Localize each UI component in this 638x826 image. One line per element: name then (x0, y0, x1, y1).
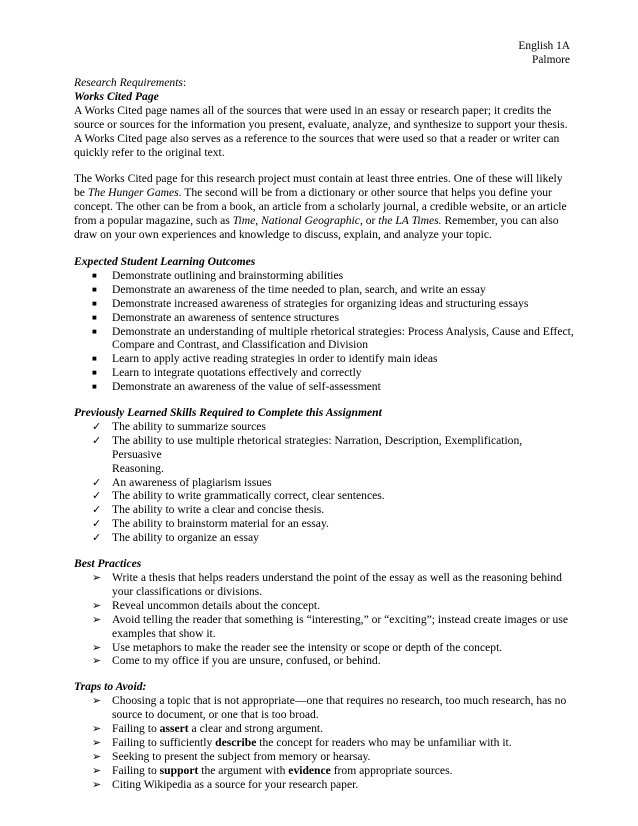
list-item: ■ Demonstrate an awareness of the value of self-assessment (92, 380, 381, 394)
traps-heading: Traps to Avoid: (74, 680, 147, 694)
list-item: ➢ Reveal uncommon details about the concept. (92, 598, 320, 612)
research-heading: Research Requirements (74, 76, 183, 89)
list-item: ➢ Failing to assert a clear and strong argument. (92, 722, 324, 736)
works-cited-subheading: Works Cited Page (74, 89, 159, 103)
works-cited-paragraph-1: A Works Cited page names all of the sources that were used in an essay or research paper; it credits the source or sources for the information you present, evaluate, analyze, and synthesize to support your thesis. A Works Cited page also serves as a reference to the sources that were used so that a reader or writer can quickly refer to the original text. (74, 103, 568, 159)
best-practices-list (74, 571, 574, 668)
traps-list (74, 694, 574, 791)
list-item: ✓ The ability to write a clear and concise thesis. (92, 503, 325, 517)
list-item: ■ Demonstrate increased awareness of strategies for organizing ideas and structuring essays (92, 296, 529, 310)
list-item: ✓ The ability to summarize sources (92, 419, 266, 433)
list-item: ✓ An awareness of plagiarism issues (92, 475, 272, 489)
list-item: ✓ The ability to brainstorm material for an essay. (92, 517, 329, 531)
square-bullet-icon: ■ (92, 312, 97, 322)
list-item: ■ Demonstrate an awareness of the time needed to plan, search, and write an essay (92, 282, 486, 296)
list-item: ➢ Use metaphors to make the reader see the intensity or scope or depth of the concept. (92, 640, 503, 654)
check-icon: ✓ (92, 503, 102, 517)
arrow-bullet-icon: ➢ (92, 735, 102, 749)
square-bullet-icon: ■ (92, 326, 97, 336)
square-bullet-icon: ■ (92, 270, 97, 280)
arrow-bullet-icon: ➢ (92, 722, 102, 736)
square-bullet-icon: ■ (92, 368, 97, 378)
skills-list (74, 420, 574, 545)
course-name: English 1A (518, 40, 570, 52)
book-title: The Hunger Games (87, 186, 179, 200)
check-icon: ✓ (92, 419, 102, 433)
square-bullet-icon: ■ (92, 382, 97, 392)
check-icon: ✓ (92, 489, 102, 503)
check-icon: ✓ (92, 433, 102, 447)
arrow-bullet-icon: ➢ (92, 612, 102, 626)
list-item: ➢ Citing Wikipedia as a source for your research paper. (92, 777, 359, 791)
outcomes-list (74, 269, 574, 394)
best-practices-heading: Best Practices (74, 557, 142, 571)
arrow-bullet-icon: ➢ (92, 749, 102, 763)
document-body (74, 76, 574, 792)
list-item: ■ Learn to integrate quotations effectively and correctly (92, 366, 362, 380)
arrow-bullet-icon: ➢ (92, 763, 102, 777)
list-item: ➢ Come to my office if you are unsure, confused, or behind. (92, 654, 381, 668)
arrow-bullet-icon: ➢ (92, 571, 102, 584)
list-item: ■ Learn to apply active reading strategies in order to identify main ideas (92, 352, 438, 366)
list-item: ➢ Write a thesis that helps readers understand the point of the essay as well as the reasoning behind your classifications or divisions. (92, 571, 562, 598)
list-item: ✓ The ability to organize an essay (92, 531, 259, 545)
list-item: ✓ The ability to write grammatically correct, clear sentences. (92, 489, 385, 503)
research-heading-line: Research Requirements: (74, 76, 187, 89)
arrow-bullet-icon: ➢ (92, 694, 102, 708)
list-item: ➢ Failing to support the argument with evidence from appropriate sources. (92, 763, 453, 777)
page-header (518, 39, 570, 67)
square-bullet-icon: ■ (92, 284, 97, 294)
skills-heading: Previously Learned Skills Required to Complete this Assignment (74, 406, 382, 420)
check-icon: ✓ (92, 475, 102, 489)
list-item: ✓ The ability to use multiple rhetorical strategies: Narration, Description, Exemplification, Persuasive Reasoning. (92, 433, 523, 475)
arrow-bullet-icon: ➢ (92, 777, 102, 791)
instructor-name: Palmore (532, 54, 570, 66)
arrow-bullet-icon: ➢ (92, 654, 102, 668)
square-bullet-icon: ■ (92, 354, 97, 364)
list-item: ➢ Failing to sufficiently describe the concept for readers who may be unfamiliar with it. (92, 735, 512, 749)
arrow-bullet-icon: ➢ (92, 640, 102, 654)
check-icon: ✓ (92, 517, 102, 531)
square-bullet-icon: ■ (92, 298, 97, 308)
outcomes-heading: Expected Student Learning Outcomes (74, 254, 256, 268)
list-item: ➢ Choosing a topic that is not appropriate—one that requires no research, too much research, has no source to document, or one that is too broad. (92, 694, 567, 722)
list-item: ■ Demonstrate an understanding of multiple rhetorical strategies: Process Analysis, Cause and Effect, Compare and Contrast, and Classification and Division (92, 324, 574, 352)
check-icon: ✓ (92, 531, 102, 545)
works-cited-paragraph-2: The Works Cited page for this research project must contain at least three entries. One of these will likely be The Hunger Games. The second will be from a dictionary or other source that helps you define your concept. The other can be from a book, an article from a scholarly journal, a credible website, or an article from a popular magazine, such as Time, National Geographic, or the LA Times. Remember, you can also draw on your own experiences and knowledge to discuss, explain, and analyze your topic. (74, 172, 567, 242)
list-item: ➢ Seeking to present the subject from memory or hearsay. (92, 749, 371, 763)
arrow-bullet-icon: ➢ (92, 598, 102, 612)
list-item: ■ Demonstrate an awareness of sentence structures (92, 310, 339, 324)
list-item: ➢ Avoid telling the reader that something is “interesting,” or “exciting”; instead create images or use examples that show it. (92, 612, 568, 640)
list-item: ■ Demonstrate outlining and brainstorming abilities (92, 268, 344, 282)
